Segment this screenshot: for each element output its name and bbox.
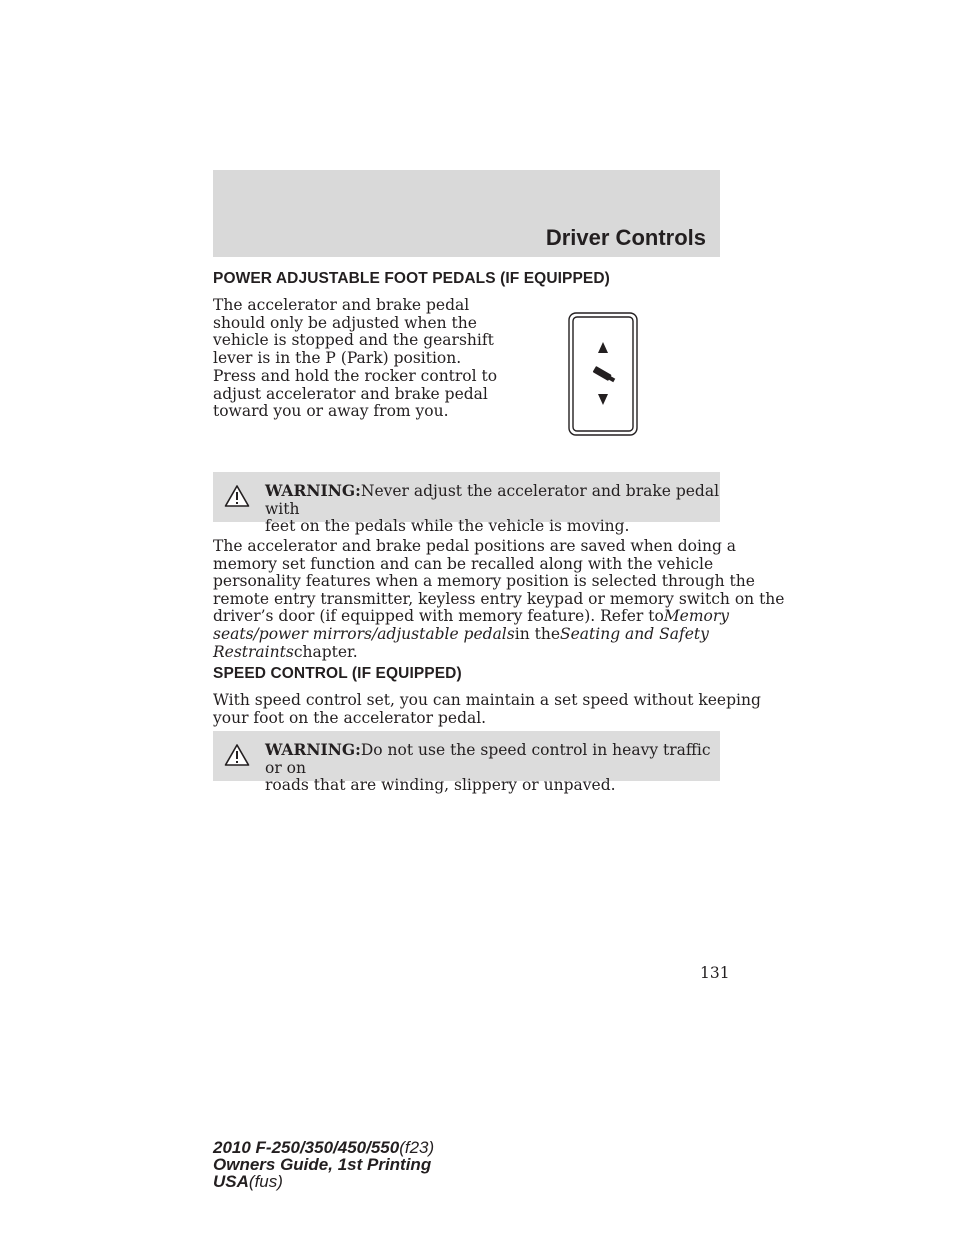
paragraph-adjust-when-stopped: The accelerator and brake pedal should only be adjusted when the vehicle is stopped and the gearshift lever is in the P (Park) position.	[213, 296, 494, 367]
section-header-band	[213, 170, 720, 257]
section-title: Driver Controls	[545, 225, 706, 250]
warning-label: WARNING:	[265, 481, 361, 500]
heading-power-pedals: POWER ADJUSTABLE FOOT PEDALS (IF EQUIPPED)	[213, 270, 610, 287]
warning-text-speed-control	[265, 741, 720, 795]
footer-region: USA	[213, 1172, 249, 1191]
document-footer	[213, 1139, 434, 1190]
pedal-adjust-rocker-icon	[568, 312, 638, 436]
paragraph-speed-control: With speed control set, you can maintain a set speed without keeping your foot on the accelerator pedal.	[213, 691, 761, 727]
footer-region-code: (fus)	[248, 1172, 283, 1191]
page-number: 131	[700, 964, 730, 982]
heading-speed-control: SPEED CONTROL (IF EQUIPPED)	[213, 665, 462, 682]
warning-box-speed-control	[213, 731, 720, 795]
chapter-reference-link: Seating and Safety Restraints	[213, 624, 709, 661]
warning-message: Do not use the speed control in heavy traffic or on roads that are winding, slippery or unpaved.	[265, 741, 711, 795]
warning-label: WARNING:	[265, 740, 361, 759]
paragraph-memory-positions	[213, 538, 784, 661]
memory-text-start: The accelerator and brake pedal positions are saved when doing a memory set function and can be recalled along with the vehicle personality features when a memory position is selected through the remote entry transmitter, keyless entry keypad or memory switch on the driver’s door (if equipped with memory feature). Refer to	[213, 537, 785, 626]
paragraph-rocker-control: Press and hold the rocker control to adjust accelerator and brake pedal toward you or away from you.	[213, 367, 498, 421]
warning-message: Never adjust the accelerator and brake pedal with feet on the pedals while the vehicle is moving.	[265, 482, 720, 536]
memory-text-end: chapter.	[293, 642, 358, 661]
warning-text-pedals	[265, 482, 720, 536]
memory-text-mid: in the	[514, 624, 560, 643]
warning-triangle-icon	[224, 743, 250, 767]
footer-model: 2010 F-250/350/450/550	[213, 1138, 400, 1157]
warning-triangle-icon	[224, 484, 250, 508]
footer-model-code: (f23)	[399, 1138, 435, 1157]
warning-box-pedals	[213, 472, 720, 536]
memory-reference-link: Memory seats/power mirrors/adjustable pedals	[213, 607, 730, 643]
footer-printing: Owners Guide, 1st Printing	[213, 1155, 432, 1174]
